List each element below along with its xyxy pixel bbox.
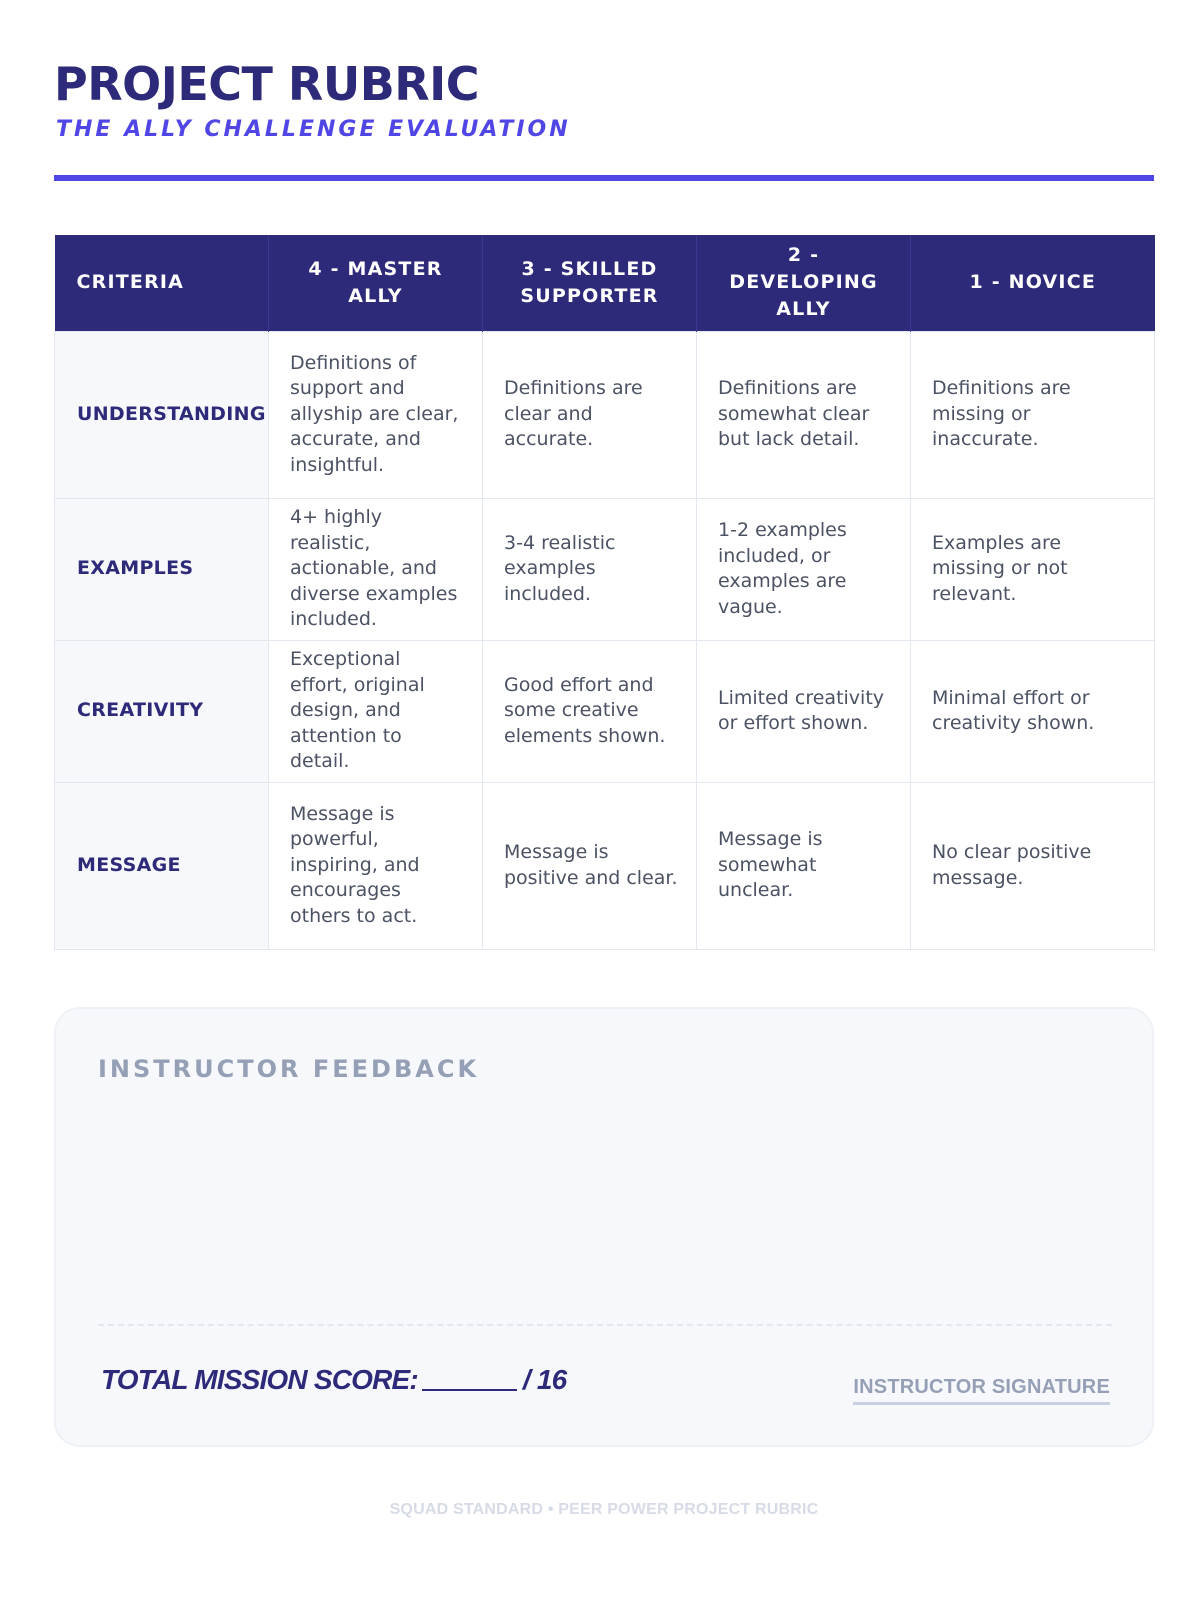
table-cell: 4+ highly realistic, actionable, and diverse examples included. [269,498,483,640]
column-header-criteria: CRITERIA [55,235,269,331]
feedback-title: INSTRUCTOR FEEDBACK [98,1055,480,1083]
total-score [101,1364,566,1396]
header-divider [54,175,1154,181]
table-row [55,331,1155,498]
table-header-row [55,235,1155,331]
table-cell: Message is positive and clear. [483,782,697,949]
table-cell: 1-2 examples included, or examples are vague. [697,498,911,640]
table-cell: Exceptional effort, original design, and attention to detail. [269,640,483,782]
score-label: TOTAL MISSION SCORE: [101,1364,418,1395]
criterion-label: UNDERSTANDING [55,331,269,498]
table-cell: Definitions are clear and accurate. [483,331,697,498]
score-total: / 16 [522,1364,567,1395]
table-cell: Definitions are somewhat clear but lack detail. [697,331,911,498]
table-cell: Minimal effort or creativity shown. [911,640,1155,782]
table-row [55,640,1155,782]
table-cell: 3-4 realistic examples included. [483,498,697,640]
table-row [55,782,1155,949]
table-cell: Message is somewhat unclear. [697,782,911,949]
page-footer: SQUAD STANDARD • PEER POWER PROJECT RUBRIC [389,1501,819,1518]
column-header-developing-ally: 2 - DEVELOPING ALLY [697,235,911,331]
criterion-label: CREATIVITY [55,640,269,782]
page-subtitle: THE ALLY CHALLENGE EVALUATION [56,117,571,142]
table-cell: No clear positive message. [911,782,1155,949]
instructor-signature-line: INSTRUCTOR SIGNATURE [853,1376,1110,1405]
criterion-label: MESSAGE [55,782,269,949]
column-header-skilled-supporter: 3 - SKILLED SUPPORTER [483,235,697,331]
table-cell: Good effort and some creative elements shown. [483,640,697,782]
rubric-table [54,235,1155,950]
table-cell: Message is powerful, inspiring, and encourages others to act. [269,782,483,949]
table-row [55,498,1155,640]
table-cell: Limited creativity or effort shown. [697,640,911,782]
table-cell: Definitions of support and allyship are clear, accurate, and insightful. [269,331,483,498]
score-blank [422,1389,517,1391]
column-header-novice: 1 - NOVICE [911,235,1155,331]
page-title: PROJECT RUBRIC [54,57,480,111]
feedback-divider [98,1324,1112,1326]
table-cell: Definitions are missing or inaccurate. [911,331,1155,498]
criterion-label: EXAMPLES [55,498,269,640]
column-header-master-ally: 4 - MASTER ALLY [269,235,483,331]
instructor-feedback-panel [54,1007,1154,1447]
table-cell: Examples are missing or not relevant. [911,498,1155,640]
